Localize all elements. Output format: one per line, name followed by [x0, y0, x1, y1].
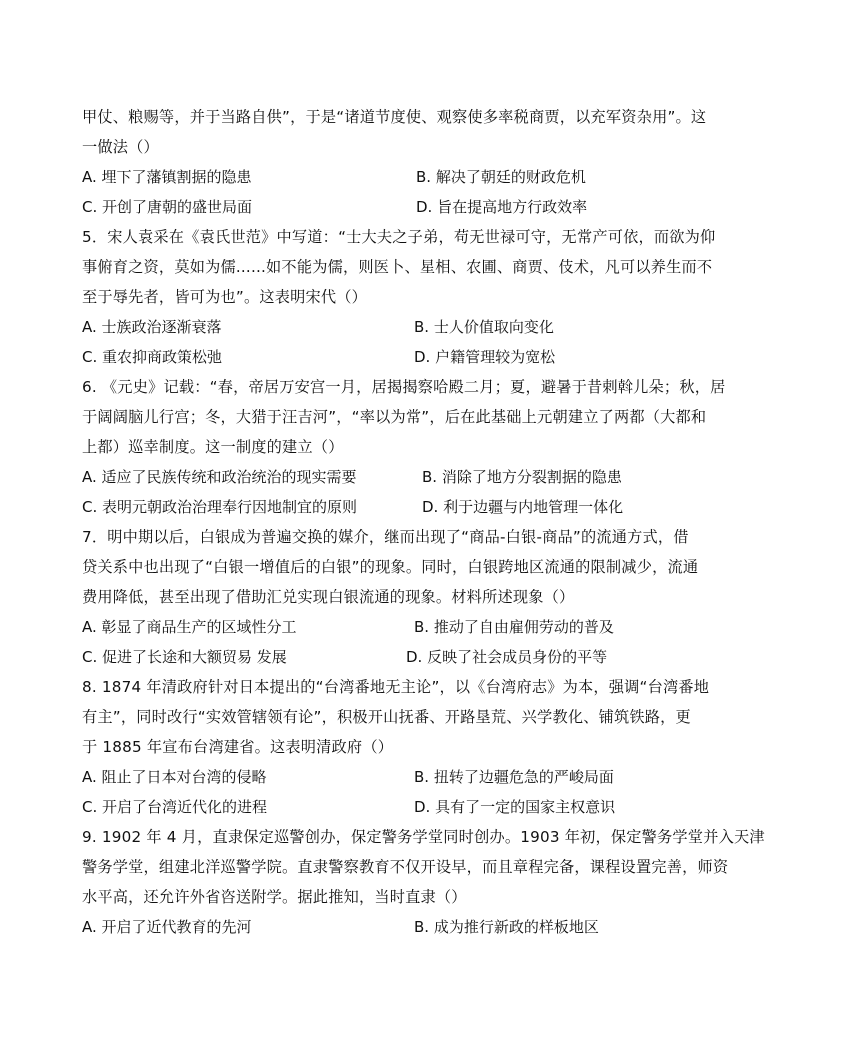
question-text-line: 警务学堂，组建北洋巡警学院。直隶警察教育不仅开设早，而且章程完备，课程设置完善，师资 [82, 858, 729, 876]
option-row [82, 162, 732, 192]
option-d: D. 旨在提高地方行政效率 [416, 198, 588, 216]
option-row [82, 312, 732, 342]
option-row [82, 762, 732, 792]
question-text-line: 于 1885 年宣布台湾建省。这表明清政府（） [82, 738, 394, 756]
option-d: D. 具有了一定的国家主权意识 [414, 798, 616, 816]
option-d: D. 户籍管理较为宽松 [414, 348, 556, 366]
question-7 [82, 522, 732, 672]
option-row [82, 912, 732, 942]
question-4 [82, 102, 732, 222]
question-text-line: 水平高，还允许外省咨送附学。据此推知，当时直隶（） [82, 888, 467, 906]
question-text-line: 一做法（） [82, 138, 159, 156]
option-b: B. 扭转了边疆危急的严峻局面 [414, 768, 614, 786]
option-c: C. 促进了长途和大额贸易 发展 [82, 648, 287, 666]
question-9 [82, 822, 765, 942]
option-a: A. 开启了近代教育的先河 [82, 918, 252, 936]
question-6 [82, 372, 732, 522]
question-5 [82, 222, 732, 372]
question-text-line: 事俯育之资，莫如为儒......如不能为儒，则医卜、星相、农圃、商贾、伎术，凡可以养生而不 [82, 258, 713, 276]
option-a: A. 埋下了藩镇割据的隐患 [82, 168, 252, 186]
option-row [82, 792, 732, 822]
option-c: C. 表明元朝政治治理奉行因地制宜的原则 [82, 498, 358, 516]
option-a: A. 士族政治逐渐衰落 [82, 318, 222, 336]
option-c: C. 重农抑商政策松弛 [82, 348, 223, 366]
option-a: A. 彰显了商品生产的区域性分工 [82, 618, 297, 636]
question-text-line: 6. 《元史》记载：“春，帝居万安宫一月，居揭揭察哈殿二月；夏，避暑于昔剌斡儿朵；秋，居 [82, 378, 726, 396]
question-text-line: 至于辱先者，皆可为也”。这表明宋代（） [82, 288, 368, 306]
question-text-line: 贷关系中也出现了“白银一增值后的白银”的现象。同时，白银跨地区流通的限制减少，流通 [82, 558, 699, 576]
option-d: D. 利于边疆与内地管理一体化 [422, 498, 624, 516]
question-text-line: 甲仗、粮赐等，并于当路自供”，于是“诸道节度使、观察使多率税商贾，以充军资杂用”。这 [82, 108, 707, 126]
option-b: B. 成为推行新政的样板地区 [414, 918, 599, 936]
option-row [82, 642, 732, 672]
question-text-line: 8. 1874 年清政府针对日本提出的“台湾番地无主论”，以《台湾府志》为本，强调“台湾番地 [82, 678, 710, 696]
option-row [82, 192, 732, 222]
option-a: A. 适应了民族传统和政治统治的现实需要 [82, 468, 357, 486]
question-8 [82, 672, 732, 822]
option-row [82, 612, 732, 642]
option-a: A. 阻止了日本对台湾的侵略 [82, 768, 267, 786]
question-text-line: 7．明中期以后，白银成为普遍交换的媒介，继而出现了“商品-白银-商品”的流通方式，借 [82, 528, 689, 546]
option-b: B. 消除了地方分裂割据的隐患 [422, 468, 622, 486]
option-d: D. 反映了社会成员身份的平等 [406, 648, 608, 666]
question-text-line: 上都）巡幸制度。这一制度的建立（） [82, 438, 344, 456]
question-text-line: 有主”，同时改行“实效管辖领有论”，积极开山抚番、开路垦荒、兴学教化、铺筑铁路，更 [82, 708, 691, 726]
option-c: C. 开创了唐朝的盛世局面 [82, 198, 253, 216]
option-b: B. 解决了朝廷的财政危机 [416, 168, 586, 186]
option-row [82, 342, 732, 372]
question-text-line: 5．宋人袁采在《袁氏世范》中写道：“士大夫之子弟，苟无世禄可守，无常产可依，而欲为仰 [82, 228, 716, 246]
question-text-line: 9. 1902 年 4 月，直隶保定巡警创办，保定警务学堂同时创办。1903 年初，保定警务学堂并入天津 [82, 828, 765, 846]
option-b: B. 士人价值取向变化 [414, 318, 554, 336]
document-page [82, 102, 765, 942]
question-text-line: 费用降低，甚至出现了借助汇兑实现白银流通的现象。材料所述现象（） [82, 588, 575, 606]
option-row [82, 462, 732, 492]
option-row [82, 492, 732, 522]
option-c: C. 开启了台湾近代化的进程 [82, 798, 268, 816]
question-text-line: 于阔阔脑儿行宫；冬，大猎于汪吉河”，“率以为常”，后在此基础上元朝建立了两都（大都和 [82, 408, 707, 426]
option-b: B. 推动了自由雇佣劳动的普及 [414, 618, 614, 636]
